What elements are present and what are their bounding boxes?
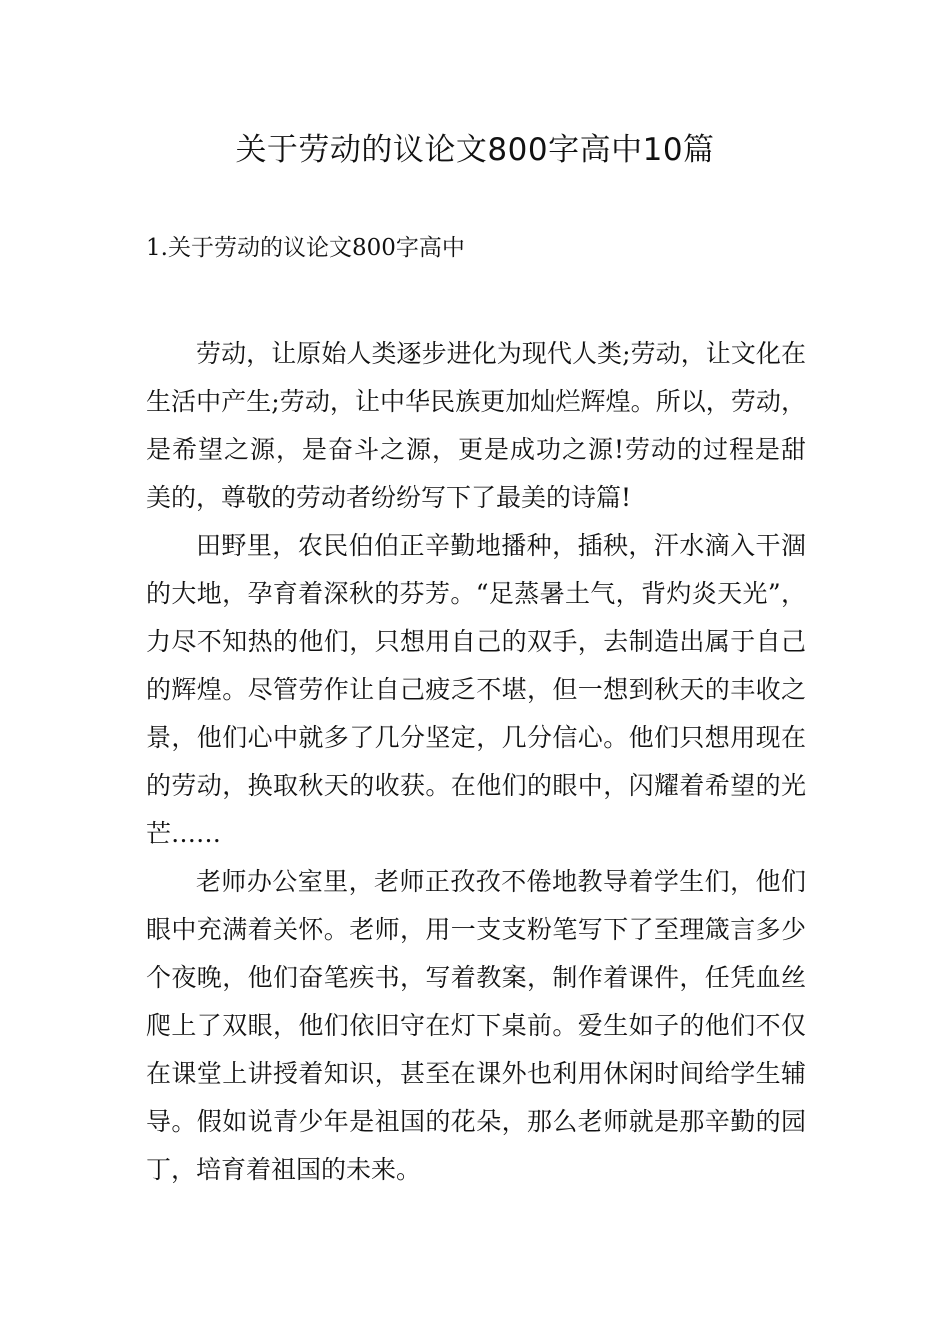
document-title: 关于劳动的议论文800字高中10篇	[235, 132, 715, 168]
paragraph: 劳动，让原始人类逐步进化为现代人类;劳动，让文化在生活中产生;劳动，让中华民族更加灿烂辉煌。所以，劳动，是希望之源，是奋斗之源，更是成功之源!劳动的过程是甜美的，尊敬的劳动者纷纷写下了最美的诗篇!	[146, 339, 806, 512]
paragraph: 田野里，农民伯伯正辛勤地播种，插秧，汗水滴入干涸的大地，孕育着深秋的芬芳。“足蒸暑土气，背灼炎天光”，力尽不知热的他们，只想用自己的双手，去制造出属于自己的辉煌。尽管劳作让自己疲乏不堪，但一想到秋天的丰收之景，他们心中就多了几分坚定，几分信心。他们只想用现在的劳动，换取秋天的收获。在他们的眼中，闪耀着希望的光芒……	[146, 531, 806, 848]
paragraph: 老师办公室里，老师正孜孜不倦地教导着学生们，他们眼中充满着关怀。老师，用一支支粉笔写下了至理箴言多少个夜晚，他们奋笔疾书，写着教案，制作着课件，任凭血丝爬上了双眼，他们依旧守在灯下桌前。爱生如子的他们不仅在课堂上讲授着知识，甚至在课外也利用休闲时间给学生辅导。假如说青少年是祖国的花朵，那么老师就是那辛勤的园丁，培育着祖国的未来。	[146, 867, 806, 1184]
document-body	[146, 330, 806, 1194]
section-heading: 1.关于劳动的议论文800字高中	[146, 235, 465, 261]
